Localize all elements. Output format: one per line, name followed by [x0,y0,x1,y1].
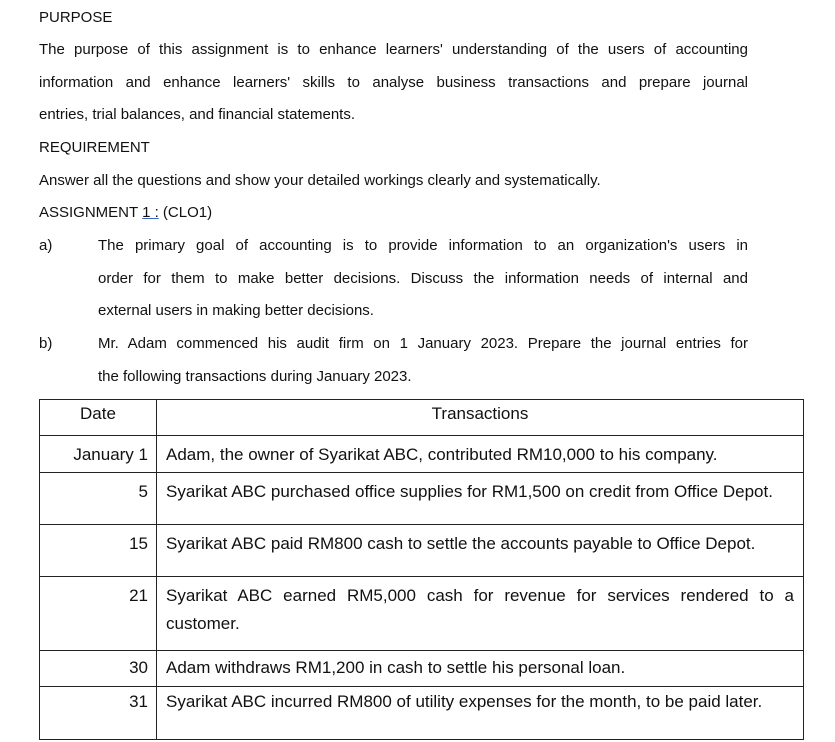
header-transactions: Transactions [157,400,804,436]
question-a-line-2: order for them to make better decisions. Discuss the information needs of internal and [98,270,748,287]
table-row [40,436,804,473]
row-date: 30 [40,651,157,687]
row-transaction: Adam withdraws RM1,200 in cash to settle his personal loan. [157,651,804,687]
assignment-suffix: (CLO1) [158,204,213,221]
requirement-heading: REQUIREMENT [39,139,150,156]
table-row [40,525,804,577]
header-date: Date [40,400,157,436]
row-transaction: Adam, the owner of Syarikat ABC, contributed RM10,000 to his company. [157,436,804,473]
question-b-line-1: Mr. Adam commenced his audit firm on 1 January 2023. Prepare the journal entries for [98,335,748,352]
row-transaction: Syarikat ABC incurred RM800 of utility expenses for the month, to be paid later. [157,687,804,740]
question-a-line-1: The primary goal of accounting is to provide information to an organization's users in [98,237,748,254]
assignment-heading [39,203,212,223]
purpose-line-2: information and enhance learners' skills to analyse business transactions and prepare journal [39,74,748,91]
purpose-line-3: entries, trial balances, and financial statements. [39,106,356,123]
transactions-table [39,399,804,740]
question-a-line-3: external users in making better decisions. [98,302,374,319]
purpose-line-1: The purpose of this assignment is to enhance learners' understanding of the users of accounting [39,41,748,58]
requirement-text: Answer all the questions and show your detailed workings clearly and systematically. [39,172,601,189]
row-transaction: Syarikat ABC purchased office supplies for RM1,500 on credit from Office Depot. [157,473,804,525]
row-transaction: Syarikat ABC earned RM5,000 cash for revenue for services rendered to a customer. [157,577,804,651]
table-row [40,473,804,525]
question-b-label: b) [39,335,53,352]
row-date: 15 [40,525,157,577]
table-row [40,577,804,651]
assignment-prefix: ASSIGNMENT [39,204,143,221]
row-date: 31 [40,687,157,740]
row-date: January 1 [40,436,157,473]
assignment-number: 1 : [142,204,159,221]
table-header-row [40,400,804,436]
purpose-heading: PURPOSE [39,9,113,26]
table-row [40,651,804,687]
question-b-line-2: the following transactions during January 2023. [98,368,412,385]
table-row [40,687,804,740]
row-date: 5 [40,473,157,525]
row-date: 21 [40,577,157,651]
row-transaction: Syarikat ABC paid RM800 cash to settle the accounts payable to Office Depot. [157,525,804,577]
question-a-label: a) [39,237,53,254]
